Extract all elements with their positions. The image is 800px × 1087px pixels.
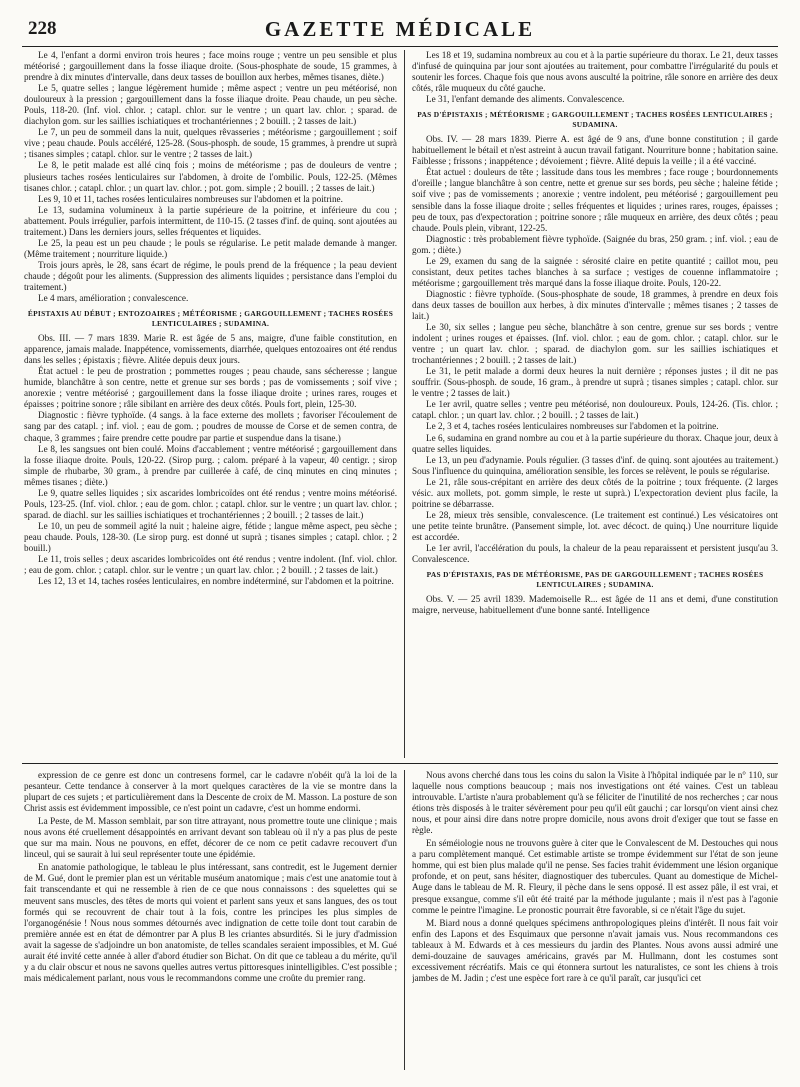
paragraph: M. Biard nous a donné quelques spécimens anthropologiques pleins d'intérêt. Il nous fait voir enfin des Lapons et des Esquimaux que personne n'avait jamais vus. Nous recommandons ces tableaux à M. Edwards et à ces messieurs du jardin des Plantes. Nous avons aussi admiré une demi-douzaine de sauvages américains, gravés par M. Hullmann, dont les costumes sont excessivement récréatifs. Mais ce qui étonnera surtout les naturalistes, ce sont les chiens à trois jambes de M. Jadin ; c'est une espèce fort rare à ce qu'il paraît, car jusqu'ici cet	[412, 917, 778, 983]
page-header	[22, 14, 778, 42]
column-divider-top	[404, 50, 405, 758]
paragraph: Diagnostic : très probablement fièvre typhoïde. (Saignée du bras, 250 gram. ; inf. viol. ; eau de gom. ; diète.)	[412, 233, 778, 255]
paragraph: État actuel : le peu de prostration ; pommettes rouges ; peau chaude, sans sécheresse ; langue humide, blanchâtre à son centre, nette et grenue sur ses bords ; pas de vomissements ; soif vive ; anorexie ; ventre météorisé ; gargouillement dans la fosse iliaque droite ; urines rares, rouges et épaisses ; poitrine sonore ; râle sibilant en arrière des deux côtés. Pouls fort, plein, 125-30.	[24, 366, 397, 410]
paragraph: Nous avons cherché dans tous les coins du salon la Visite à l'hôpital indiquée par le n° 110, sur laquelle nous comptions beaucoup ; mais nos investigations ont été vaines. C'est un tableau introuvable. L'artiste n'aura probablement qu'à se féliciter de l'inutilité de nos recherches ; car nous étions très disposés à le traiter sévèrement pour peu qu'il eût gauchi ; car lorsqu'on vient ainsi chez nous, et pour ainsi dire dans notre propre domicile, nous avons droit d'exiger que tout se fasse en règle.	[412, 770, 778, 836]
column-divider-bottom	[404, 770, 405, 1070]
paragraph: Trois jours après, le 28, sans écart de régime, le pouls prend de la fréquence ; la peau devient chaude ; dégoût pour les aliments. (Suppression des aliments liquides ; persistance dans l'emploi du traitement.)	[24, 259, 397, 292]
paragraph: Les 12, 13 et 14, taches rosées lenticulaires, en nombre indéterminé, sur l'abdomen et la poitrine.	[38, 576, 394, 587]
paragraph: Les 9, 10 et 11, taches rosées lenticulaires nombreuses sur l'abdomen et la poitrine.	[38, 193, 343, 204]
paragraph: Le 21, râle sous-crépitant en arrière des deux côtés de la poitrine ; toux fréquente. (2 larges vésic. aux mollets, pot. gomm simple, le reste ut suprà.) L'expectoration devient plus facile, la poitrine se débarrasse.	[412, 476, 778, 509]
paragraph: Le 4, l'enfant a dormi environ trois heures ; face moins rouge ; ventre un peu sensible et plus météorisé ; gargouillement dans la fosse iliaque droite. (Sous-phosphate de soude, 15 grammes, à prendre à dix minutes d'intervalle, dans deux tasses de bouillon aux herbes, mêmes tisanes, diète.)	[24, 50, 397, 83]
paragraph: Le 25, la peau est un peu chaude ; le pouls se régularise. Le petit malade demande à manger. (Même traitement ; nourriture liquide.)	[24, 237, 397, 259]
paragraph: En séméiologie nous ne trouvons guère à citer que le Convalescent de M. Destouches qui nous a paru complètement manqué. Cet estimable artiste se trompe évidemment sur l'état de son jeune homme, qui est bien plus malade qu'il ne pense. Ses facies trahit évidemment une lésion organique profonde, et on peut, sans hésiter, diagnostiquer des tubercules. Quant au domestique de Michel-Auge dans le tableau de M. R. Fleury, il pèche dans le sens opposé. Il est assez pâle, il est vrai, et presque exsangue, comme s'il eût été traité par la méthode jugulante ; mais il n'est pas à l'agonie comme le peintre l'imagine. Le pronostic pourrait être favorable, si ce n'était l'âge du sujet.	[412, 838, 778, 915]
paragraph: Le 13, un peu d'adynamie. Pouls régulier. (3 tasses d'inf. de quinq. sont ajoutées au traitement.) Sous l'influence du quinquina, amélioration sensible, les forces se relèvent, le pouls se régularise.	[412, 454, 778, 476]
observation-paragraph: Obs. IV. — 28 mars 1839. Pierre A. est âgé de 9 ans, d'une bonne constitution ; il garde habituellement le bétail et n'est astreint à aucun travail fatigant. Nourriture bonne ; habitation saine. Faiblesse ; frissons ; inappétence ; dévoiement ; fièvre. Alité depuis la veille ; il a été vacciné.	[412, 134, 778, 167]
paragraph: Les 18 et 19, sudamina nombreux au cou et à la partie supérieure du thorax. Le 21, deux tasses d'infusé de quinquina par jour sont ajoutées au traitement, pour combattre l'irrégularité du pouls et soutenir les forces. Chaque fois que nous avons ausculté la poitrine, râle sonore en arrière des deux côtés, râle muqueux du côté gauche.	[412, 50, 778, 94]
paragraph: Diagnostic : fièvre typhoïde. (4 sangs. à la face externe des mollets ; favoriser l'écoulement de sang par des catapl. ; inf. viol. ; eau de gom. ; poudres de mousse de Corse et de semen contra, de chaque, 3 grammes ; faire prendre cette poudre par partie et suspendue dans la tisane.)	[24, 410, 397, 443]
paragraph: Le 5, quatre selles ; langue légèrement humide ; même aspect ; ventre un peu météorisé, non douloureux à la pression ; gargouillement dans la fosse iliaque droite. Peau chaude, un peu sèche. Pouls, 118-20. (Inf. viol. chlor. ; catapl. chlor. sur le ventre ; un quart lav. chlor. ; sparad. de diachylon gom. sur les saillies ischiatiques et trochantériennes ; 2 bouill. ; 2 tasses de lait.)	[24, 83, 397, 127]
paragraph: Le 31, le petit malade a dormi deux heures la nuit dernière ; réponses justes ; il dit ne pas souffrir. (Sous-phosph. de soude, 16 gram., à prendre ut suprà ; tisanes simples ; catapl. chlor. sur le ventre ; 2 tasses de lait.)	[412, 366, 778, 399]
observation-paragraph: Obs. V. — 25 avril 1839. Mademoiselle R... est âgée de 11 ans et demi, d'une constitution maigre, nerveuse, habituellement d'une bonne santé. Intelligence	[412, 594, 778, 616]
paragraph: La Peste, de M. Masson semblait, par son titre attrayant, nous promettre toute une clinique ; mais nous avons été cruellement désappointés en arrivant devant son tableau où il n'y a pas plus de peste que sur ma main. Nous ne pouvons, en effet, décorer de ce nom ce petit cadavre recouvert d'un linceul, qui se saurait à lui seul représenter toute une épidémie.	[24, 816, 397, 860]
paragraph: expression de ce genre est donc un contresens formel, car le cadavre n'obéit qu'à la loi de la pesanteur. Cette tendance à conserver à la mort quelques caractères de la vie se montre dans la plupart de ces sujets ; et particulièrement dans la Descente de croix de M. Masson. La posture de son Christ assis est évidemment impossible, ce n'est point un cadavre, c'est un homme endormi.	[24, 770, 397, 814]
paragraph: Le 1er avril, l'accélération du pouls, la chaleur de la peau reparaissent et persistent jusqu'au 3. Convalescence.	[412, 542, 778, 565]
paragraph: Le 6, sudamina en grand nombre au cou et à la partie supérieure du thorax. Chaque jour, deux à quatre selles liquides.	[412, 432, 778, 454]
paragraph: Diagnostic : fièvre typhoïde. (Sous-phosphate de soude, 18 grammes, à prendre en deux fois dans deux tasses de bouillon aux herbes, à dix minutes d'intervalle ; mêmes tisanes ; 2 tasses de lait.)	[412, 288, 778, 321]
paragraph: Le 10, un peu de sommeil agité la nuit ; haleine aigre, fétide ; langue même aspect, peu sèche ; peau chaude. Pouls, 128-30. (Le sirop purg. est donné ut suprà ; tisanes simples ; catapl. chlor. ; 2 bouill.)	[24, 520, 397, 553]
paragraph: Le 28, mieux très sensible, convalescence. (Le traitement est continué.) Les vésicatoires ont une petite teinte brunâtre. (Pansement simple, lot. avec décoct. de quinq.) Une nourriture liquide est accordée.	[412, 509, 778, 542]
paragraph: Le 8, le petit malade est allé cinq fois ; moins de météorisme ; pas de douleurs de ventre ; plusieurs taches rosées lenticulaires sur l'abdomen, à droite de l'ombilic. Pouls, 122-25. (Mêmes tisanes chlor. ; catapl. chlor. ; un quart lav. chlor. ; pot. gom. simple ; 2 bouill. ; 2 tasses de lait.)	[24, 160, 397, 193]
top-right-column	[412, 50, 778, 758]
journal-title: GAZETTE MÉDICALE	[264, 17, 536, 41]
paragraph: Le 30, six selles ; langue peu sèche, blanchâtre à son centre, grenue sur ses bords ; ventre indolent ; urines rouges et épaisses. (Inf. viol. chlor. ; eau de gom. chlor. ; catapl. chlor. sur le ventre ; un quart lav. chlor. ; sparad. de diachylon gom. sur les saillies ischiatiques et trochantériennes ; 2 bouill. ; 2 tasses de lait.)	[412, 322, 778, 366]
paragraph: Le 13, sudamina volumineux à la partie supérieure de la poitrine, et inférieure du cou ; abattement. Pouls irrégulier, parfois intermittent, de 110-15. (2 tasses d'inf. de quinq. sont ajoutées au traitement.) Dans les derniers jours, selles fréquentes et liquides.	[24, 204, 397, 237]
header-rule	[22, 46, 778, 47]
section-heading: PAS D'ÉPISTAXIS ; MÉTÉORISME ; GARGOUILLEMENT ; TACHES ROSÉES LENTICULAIRES ; SUDAMINA.	[417, 110, 773, 130]
paragraph: Le 29, examen du sang de la saignée : sérosité claire en petite quantité ; caillot mou, peu consistant, deux petites taches blanches à sa surface ; vestiges de couenne inflammatoire ; météorisme ; gargouillement très marqué dans la fosse iliaque droite. Pouls, 120-22.	[412, 255, 778, 288]
paragraph: Le 31, l'enfant demande des aliments. Convalescence.	[426, 94, 625, 105]
paragraph: Le 2, 3 et 4, taches rosées lenticulaires nombreuses sur l'abdomen et la poitrine.	[426, 421, 719, 432]
paragraph: Le 1er avril, quatre selles ; ventre peu météorisé, non douloureux. Pouls, 124-26. (Tis. chlor. ; catapl. chlor. ; un quart lav. chlor. ; 2 bouill. ; 2 tasses de lait.)	[412, 399, 778, 421]
paragraph: État actuel : douleurs de tête ; lassitude dans tous les membres ; face rouge ; bourdonnements d'oreille ; langue blanchâtre à son centre, nette et grenue sur ses bords, peu sèche ; haleine fétide ; soif vive ; pas de vomissements ; anorexie ; ventre indolent, peu météorisé ; gargouillement peu sensible dans la fosse iliaque droite ; selles fréquentes et liquides ; urines rares, rouges, épaisses ; peu de toux, pas d'expectoration ; poitrine sonore ; râle muqueux en arrière, des deux côtés ; peau chaude. Pouls plein, vibrant, 122-25.	[412, 167, 778, 233]
paragraph: Le 9, quatre selles liquides ; six ascarides lombricoïdes ont été rendus ; ventre moins météorisé. Pouls, 123-25. (Inf. viol. chlor. ; eau de gom. chlor. ; catapl. chlor. sur le ventre ; un quart lav. chlor. ; sparad. de diachl. sur les saillies ischiatiques et trochantériennes ; 2 bouill. ; 2 tasses de lait.)	[24, 487, 397, 520]
paragraph: En anatomie pathologique, le tableau le plus intéressant, sans contredit, est le Jugement dernier de M. Gué, dont le premier plan est un véritable muséum anatomique ; mais c'est une anatomie tout à fait transcendante et qui ne ressemble à rien de ce que nous connaissons : des squelettes qui se meuvent sans muscles, des têtes de morts qui voient et parlent sans yeux et sans langues, des os tout formés qui se recouvrent de chair tout à la fois, contre les principes les plus simples de l'organogénésie ! Nous nous sommes détournés avec indignation de cette toile dont tout carabin de première année est en état de démontrer par A plus B les criantes absurdités. Si le jury d'admission avait la sagesse de s'adjoindre un bon anatomiste, de telles scandales seraient impossibles, et M. Gué aurait été invité cette année à aller d'abord étudier son Bichat. On dit que ce tableau a du mérite, qu'il y a du clair obscur et nous ne savons quelles autres vertus pittoresques inintelligibles. C'est possible ; mais médicalement parlant, nous vous le recommandons comme une croûte du premier rang.	[24, 862, 397, 983]
section-rule	[22, 763, 778, 764]
section-heading: PAS D'ÉPISTAXIS, PAS DE MÉTÉORISME, PAS DE GARGOUILLEMENT ; TACHES ROSÉES LENTICULAIRES ; SUDAMINA.	[426, 570, 764, 590]
top-left-column	[24, 50, 397, 758]
section-heading: ÉPISTAXIS AU DÉBUT ; ENTOZOAIRES ; MÉTÉORISME ; GARGOUILLEMENT ; TACHES ROSÉES LENTICULAIRES ; SUDAMINA.	[27, 309, 394, 329]
paragraph: Le 4 mars, amélioration ; convalescence.	[38, 293, 189, 304]
paragraph: Le 7, un peu de sommeil dans la nuit, quelques rêvasseries ; météorisme ; gargouillement ; soif vive ; peau chaude. Pouls accéléré, 125-28. (Sous-phosph. de soude, 15 grammes, à prendre ut suprà ; tisanes simples ; catapl. chlor. sur le ventre ; 2 tasses de lait.)	[24, 127, 397, 160]
bottom-right-column	[412, 770, 778, 1070]
bottom-left-column	[24, 770, 397, 1070]
observation-paragraph: Obs. III. — 7 mars 1839. Marie R. est âgée de 5 ans, maigre, d'une faible constitution, en apparence, jamais malade. Inappétence, vomissements, diarrhée, quelques entozoaires ont été rendus dans les selles ; épistaxis ; fièvre. Alitée depuis deux jours.	[24, 333, 397, 366]
paragraph: Le 11, trois selles ; deux ascarides lombricoïdes ont été rendus ; ventre indolent. (Inf. viol. chlor. ; eau de gom. chlor. ; catapl. chlor. sur le ventre ; un quart lav. chlor. ; 2 bouill. ; 2 tasses de lait.)	[24, 554, 397, 576]
page-number: 228	[28, 18, 57, 39]
paragraph: Le 8, les sangsues ont bien coulé. Moins d'accablement ; ventre météorisé ; gargouillement dans la fosse iliaque droite. Pouls, 120-22. (Sirop purg. ; calom. préparé à la vapeur, 40 centigr. ; sirop simple de rhubarbe, 30 gram., à prendre par cuillerée à café, de cinq minutes en cinq minutes ; mêmes tisanes ; diète.)	[24, 443, 397, 487]
